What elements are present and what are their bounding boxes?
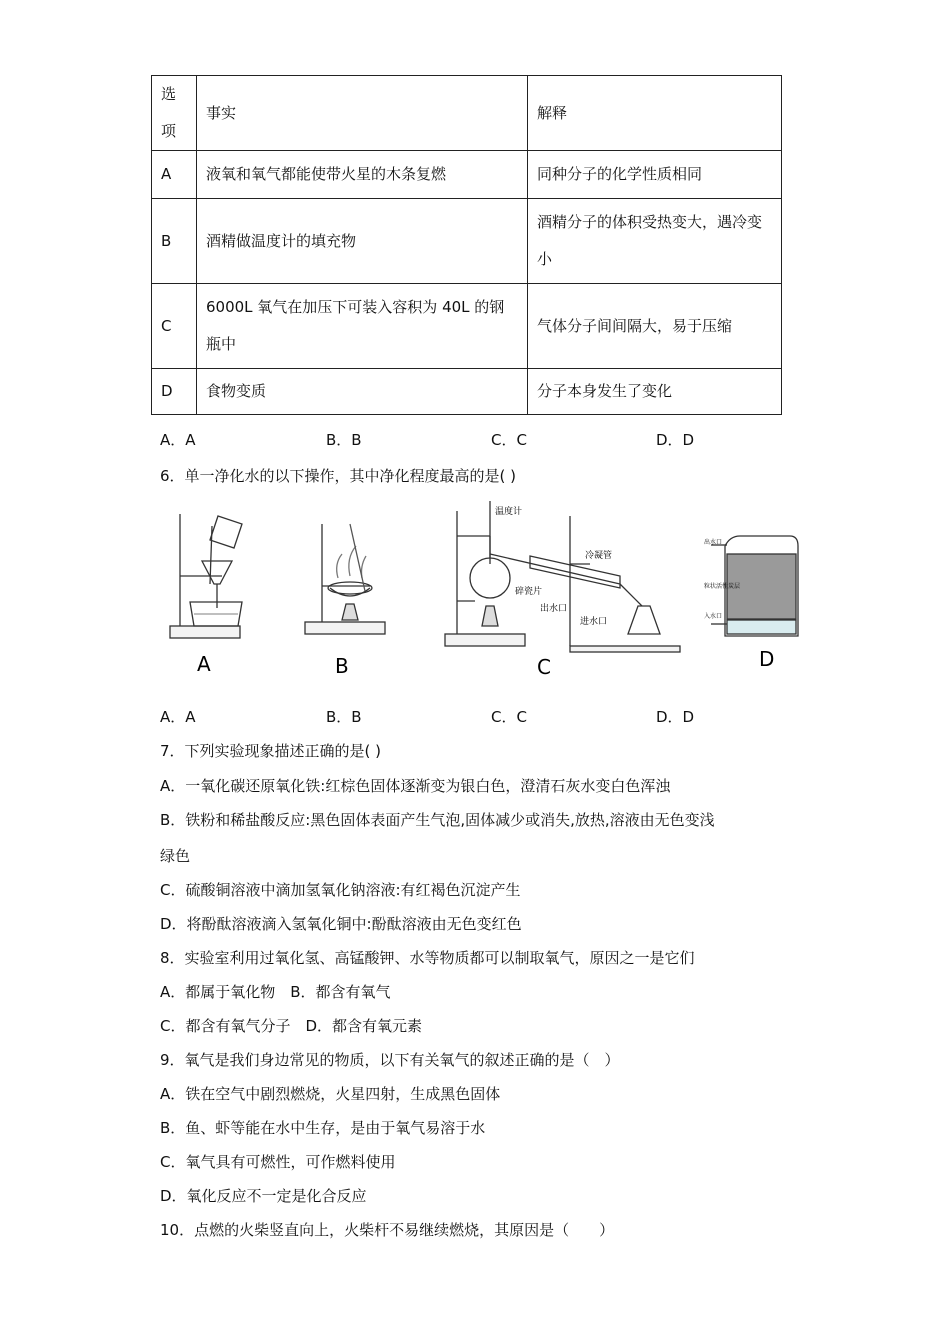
figure-label-c: C: [537, 655, 551, 679]
q10-stem: 10．点燃的火柴竖直向上，火柴杆不易继续燃烧，其原因是（ ）: [160, 1221, 615, 1239]
row-explanation: 酒精分子的体积受热变大，遇冷变小: [528, 199, 782, 284]
evaporation-figure: [305, 524, 385, 634]
q9-option-b[interactable]: B．鱼、虾等能在水中生存，是由于氧气易溶于水: [160, 1119, 486, 1137]
table-row: [152, 151, 782, 199]
table-row: [152, 369, 782, 415]
broken-porcelain-label: 碎瓷片: [515, 587, 543, 597]
q8-stem: 8．实验室利用过氧化氢、高锰酸钾、水等物质都可以制取氧气，原因之一是它们: [160, 949, 695, 967]
q6-option-b[interactable]: B．B: [326, 708, 362, 726]
table-row: [152, 199, 782, 284]
condenser-label: 冷凝管: [585, 551, 613, 561]
row-explanation: 同种分子的化学性质相同: [528, 151, 782, 199]
water-in-label: 进水口: [580, 617, 608, 627]
q5-option-a[interactable]: A．A: [160, 431, 196, 449]
q7-option-b-cont: 绿色: [160, 847, 191, 865]
row-fact: 食物变质: [197, 369, 528, 415]
q5-option-c[interactable]: C．C: [491, 431, 527, 449]
q7-option-c[interactable]: C．硫酸铜溶液中滴加氢氧化钠溶液:有红褐色沉淀产生: [160, 881, 521, 899]
figure-label-b: B: [335, 654, 349, 678]
q6-option-c[interactable]: C．C: [491, 708, 527, 726]
q8-options-cd[interactable]: C．都含有氧气分子 D．都含有氧元素: [160, 1017, 423, 1035]
filtration-figure: [170, 514, 242, 638]
row-option: B: [152, 199, 197, 284]
row-fact: 酒精做温度计的填充物: [197, 199, 528, 284]
q6-apparatus-figures: [150, 496, 815, 686]
figure-label-d: D: [759, 647, 775, 671]
q8-options-ab[interactable]: A．都属于氧化物 B．都含有氧气: [160, 983, 391, 1001]
facts-table: [151, 75, 782, 415]
row-option: C: [152, 284, 197, 369]
row-fact: 6000L 氧气在加压下可装入容积为 40L 的钢瓶中: [197, 284, 528, 369]
row-option: A: [152, 151, 197, 199]
row-option: D: [152, 369, 197, 415]
water-out-label: 出水口: [540, 604, 568, 614]
q5-option-b[interactable]: B．B: [326, 431, 362, 449]
q5-option-d[interactable]: D．D: [656, 431, 695, 449]
row-explanation: 分子本身发生了变化: [528, 369, 782, 415]
figure-label-a: A: [197, 652, 211, 676]
d-carbon-label: 粒状活性炭层: [704, 583, 741, 590]
q7-option-b[interactable]: B．铁粉和稀盐酸反应:黑色固体表面产生气泡,固体减少或消失,放热,溶液由无色变浅: [160, 811, 715, 829]
row-fact: 液氧和氧气都能使带火星的木条复燃: [197, 151, 528, 199]
header-fact: 事实: [197, 76, 528, 151]
header-explanation: 解释: [528, 76, 782, 151]
q7-option-a[interactable]: A．一氧化碳还原氧化铁:红棕色固体逐渐变为银白色，澄清石灰水变白色浑浊: [160, 777, 671, 795]
q9-stem: 9．氧气是我们身边常见的物质，以下有关氧气的叙述正确的是（ ）: [160, 1051, 620, 1069]
q9-option-c[interactable]: C．氧气具有可燃性，可作燃料使用: [160, 1153, 396, 1171]
distillation-figure: [445, 501, 680, 652]
d-in-label: 入水口: [704, 613, 723, 620]
q6-option-d[interactable]: D．D: [656, 708, 695, 726]
q9-option-a[interactable]: A．铁在空气中剧烈燃烧，火星四射，生成黑色固体: [160, 1085, 501, 1103]
table-header-row: [152, 76, 782, 151]
header-option: 选项: [152, 76, 197, 151]
q9-option-d[interactable]: D．氧化反应不一定是化合反应: [160, 1187, 367, 1205]
thermometer-label: 温度计: [495, 507, 523, 517]
q7-stem: 7．下列实验现象描述正确的是( ): [160, 742, 382, 760]
q6-stem: 6．单一净化水的以下操作，其中净化程度最高的是( ): [160, 467, 517, 485]
table-row: [152, 284, 782, 369]
row-explanation: 气体分子间间隔大，易于压缩: [528, 284, 782, 369]
d-out-label: 出水口: [704, 539, 723, 546]
q7-option-d[interactable]: D．将酚酞溶液滴入氢氧化铜中:酚酞溶液由无色变红色: [160, 915, 522, 933]
q6-option-a[interactable]: A．A: [160, 708, 196, 726]
